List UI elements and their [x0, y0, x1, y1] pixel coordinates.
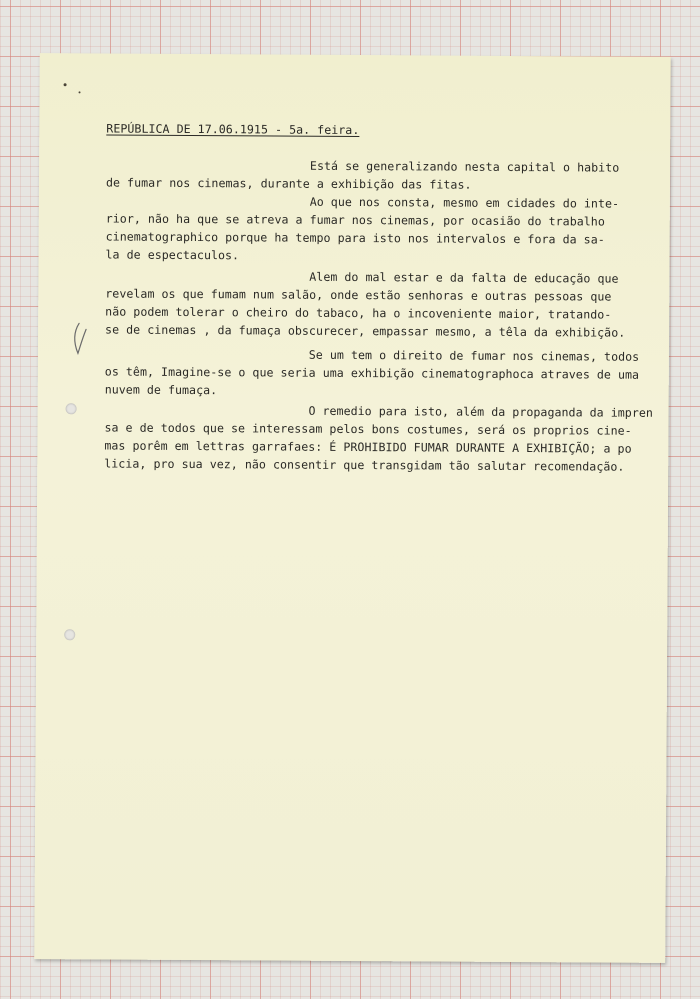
- text-line: Se um tem o direito de fumar nos cinemas, todos: [104, 346, 640, 364]
- text-line: se de cinemas , da fumaça obscurecer, empassar mesmo, a têla da exhibição.: [105, 322, 626, 340]
- text-line: rior, não ha que se atreva a fumar nos cinemas, por ocasião do trabalho: [105, 211, 605, 229]
- ink-speck: [64, 83, 67, 86]
- text-line: revelam os que fumam num salão, onde estão senhoras e outras pessoas que: [105, 286, 612, 304]
- document-page: [34, 53, 671, 963]
- text-line: mas porêm em lettras garrafaes: É PROHIBIDO FUMAR DURANTE A EXHIBIÇÃO; a po: [104, 438, 632, 456]
- text-line: cinematographico porque ha tempo para isto nos intervalos e fora da sa-: [105, 229, 605, 247]
- punch-hole: [64, 629, 75, 640]
- text-line: sa e de todos que se interessam pelos bons costumes, será os proprios cine-: [104, 420, 632, 438]
- text-line: nuvem de fumaça.: [104, 382, 218, 398]
- punch-hole: [66, 403, 77, 414]
- text-line: la de espectaculos.: [105, 247, 240, 263]
- text-line: licia, pro sua vez, não consentir que transgidam tão salutar recomendação.: [104, 456, 625, 474]
- text-line: não podem tolerar o cheiro do tabaco, ha o incoveniente maior, tratando-: [105, 304, 612, 322]
- text-line: Está se generalizando nesta capital o habito: [106, 157, 620, 175]
- text-line: os têm, Imagine-se o que seria uma exhibição cinematographoca atraves de uma: [104, 364, 640, 382]
- text-line: Ao que nos consta, mesmo em cidades do inte-: [105, 193, 620, 211]
- text-line: de fumar nos cinemas, durante a exhibição das fitas.: [105, 175, 472, 192]
- text-line: O remedio para isto, além da propaganda da impren: [104, 402, 653, 420]
- text-line: Alem do mal estar e da falta de educação que: [105, 268, 619, 286]
- document-heading: REPÚBLICA DE 17.06.1915 - 5a. feira.: [106, 121, 360, 138]
- pencil-mark: [70, 321, 90, 357]
- ink-speck: [79, 91, 81, 93]
